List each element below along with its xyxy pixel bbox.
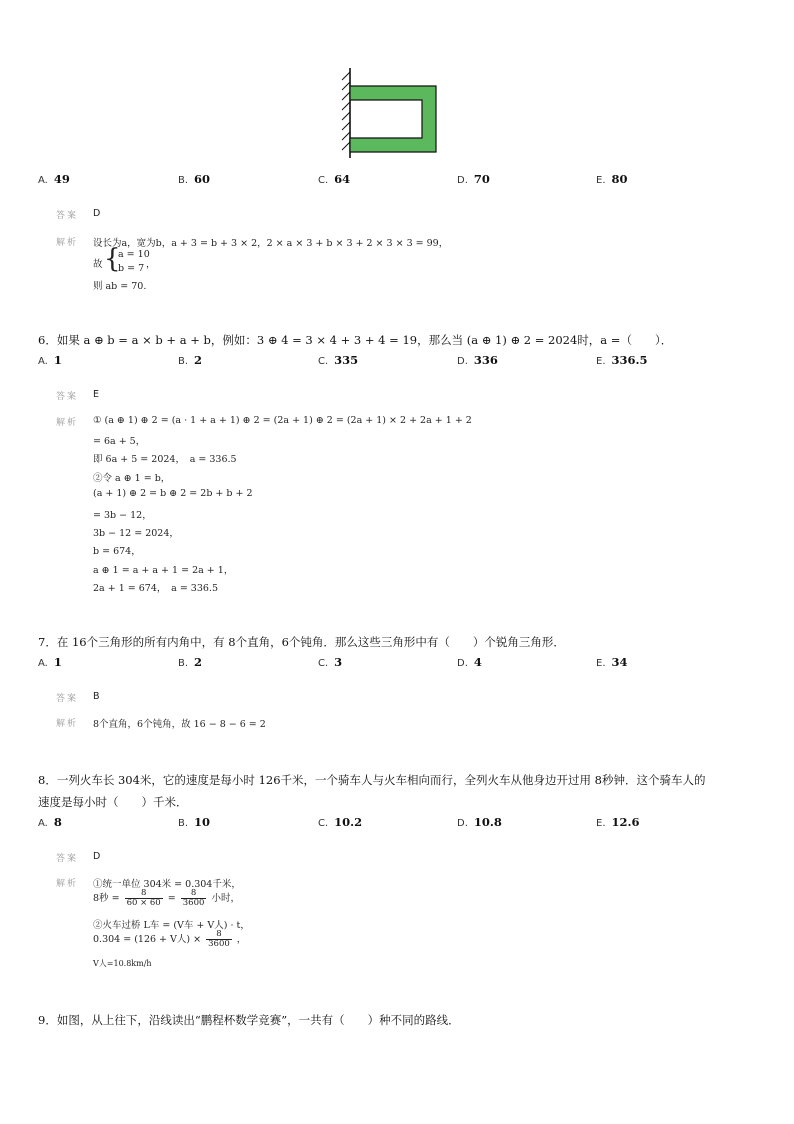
q8-option-b[interactable]: B. 10: [178, 815, 211, 829]
q5-solution-line2-suffix: ，: [146, 259, 156, 270]
q8-solution-line2: 8秒 = $\frac{8}{60 \times 60}$ = $\frac{8}{3600}$ 小时，: [93, 888, 240, 908]
q5-option-b[interactable]: B. 60: [178, 172, 211, 186]
q6-solution-line: ②令 a ⊕ 1 = b，: [93, 473, 171, 484]
wall-hatching: [342, 72, 350, 150]
q6-option-e[interactable]: E. 336.5: [596, 353, 648, 367]
q5-answer-tag: 答案: [56, 211, 79, 221]
q6-option-b[interactable]: B. 2: [178, 353, 203, 367]
q7-answer: B: [93, 691, 100, 702]
q7-solution-tag: 解析: [56, 719, 79, 729]
q8-answer: D: [93, 851, 101, 862]
q5-option-e[interactable]: E. 80: [596, 172, 628, 186]
green-bracket: [350, 86, 436, 152]
q5-solution-line1: 设长为a，宽为b，a + 3 = b + 3 × 2，2 × a × 3 + b × 3 + 2 × 3 × 3 = 99，: [93, 238, 449, 249]
q7-option-d[interactable]: D. 4: [457, 655, 482, 669]
q6-solution-line: b = 674，: [93, 546, 141, 557]
wall-bracket-figure: [336, 62, 440, 162]
q6-answer: E: [93, 389, 100, 400]
q5-system-eq1: a = 10: [118, 249, 150, 260]
q7-solution: 8个直角，6个钝角，故 16 − 8 − 6 = 2: [93, 719, 266, 730]
q8-question-line1: 8．一列火车长 304米，它的速度是每小时 126千米，一个骑车人与火车相向而行，全列火车从他身边开过用 8秒钟．这个骑车人的: [38, 773, 706, 787]
q7-option-c[interactable]: C. 3: [318, 655, 343, 669]
fraction: $\frac{8}{60 \times 60}$: [126, 888, 161, 908]
q5-system-eq2: b = 7: [118, 263, 145, 274]
q6-solution-line: 3b − 12 = 2024，: [93, 528, 179, 539]
q8-solution-line4: 0.304 = (126 + V人) × $\frac{8}{3600}$ ，: [93, 929, 247, 949]
q6-solution-line: = 3b − 12，: [93, 510, 152, 521]
q5-solution-line2-prefix: 故: [93, 259, 103, 270]
q7-option-e[interactable]: E. 34: [596, 655, 628, 669]
q6-solution-line: ① (a ⊕ 1) ⊕ 2 = (a · 1 + a + 1) ⊕ 2 = (2a + 1) ⊕ 2 = (2a + 1) × 2 + 2a + 1 + 2: [93, 415, 472, 426]
fraction: $\frac{8}{3600}$: [182, 888, 205, 908]
q8-solution-line1: ①统一单位 304米 = 0.304千米，: [93, 879, 241, 890]
q7-question: 7．在 16个三角形的所有内角中，有 8个直角，6个钝角．那么这些三角形中有（ ）个锐角三角形．: [38, 635, 565, 649]
q9-question: 9．如图，从上往下，沿线读出“鹏程杯数学竞赛”，一共有（ ）种不同的路线．: [38, 1013, 460, 1027]
q7-option-a[interactable]: A. 1: [38, 655, 62, 669]
q8-option-a[interactable]: A. 8: [38, 815, 62, 829]
q5-solution-line3: 则 ab = 70.: [93, 281, 147, 292]
q7-options: [38, 655, 758, 671]
q6-option-a[interactable]: A. 1: [38, 353, 62, 367]
q6-solution-line: 即 6a + 5 = 2024， a = 336.5: [93, 454, 237, 465]
q5-options: [38, 172, 758, 188]
q5-option-d[interactable]: D. 70: [457, 172, 490, 186]
q8-solution-line5: V人=10.8km/h: [93, 959, 152, 968]
q8-option-c[interactable]: C. 10.2: [318, 815, 363, 829]
q7-option-b[interactable]: B. 2: [178, 655, 203, 669]
q5-answer: D: [93, 208, 101, 219]
q6-solution-line: (a + 1) ⊕ 2 = b ⊕ 2 = 2b + b + 2: [93, 488, 253, 499]
q6-question: 6．如果 a ⊕ b = a × b + a + b，例如：3 ⊕ 4 = 3 × 4 + 3 + 4 = 19，那么当 (a ⊕ 1) ⊕ 2 = 2024时，a =（ ）．: [38, 333, 673, 347]
q6-options: [38, 353, 758, 369]
q6-solution-line: = 6a + 5，: [93, 436, 146, 447]
q8-option-e[interactable]: E. 12.6: [596, 815, 640, 829]
fraction: $\frac{8}{3600}$: [208, 929, 230, 949]
q5-option-c[interactable]: C. 64: [318, 172, 351, 186]
q8-answer-tag: 答案: [56, 854, 79, 864]
q8-option-d[interactable]: D. 10.8: [457, 815, 502, 829]
q8-solution-line3: ②火车过桥 L车 = (V车 + V人) · t，: [93, 920, 250, 931]
q6-solution-line: a ⊕ 1 = a + a + 1 = 2a + 1，: [93, 565, 234, 576]
q6-option-c[interactable]: C. 335: [318, 353, 359, 367]
q6-solution-tag: 解析: [56, 418, 79, 428]
q8-question-line2: 速度是每小时（ ）千米．: [38, 795, 188, 809]
q5-system-brace: {: [104, 244, 121, 274]
q5-solution-tag: 解析: [56, 238, 79, 248]
q6-solution-line: 2a + 1 = 674， a = 336.5: [93, 583, 218, 594]
q5-option-a[interactable]: A. 49: [38, 172, 70, 186]
q8-solution-tag: 解析: [56, 879, 79, 889]
q7-answer-tag: 答案: [56, 694, 79, 704]
q6-option-d[interactable]: D. 336: [457, 353, 498, 367]
q8-options: [38, 815, 758, 831]
q6-answer-tag: 答案: [56, 392, 79, 402]
